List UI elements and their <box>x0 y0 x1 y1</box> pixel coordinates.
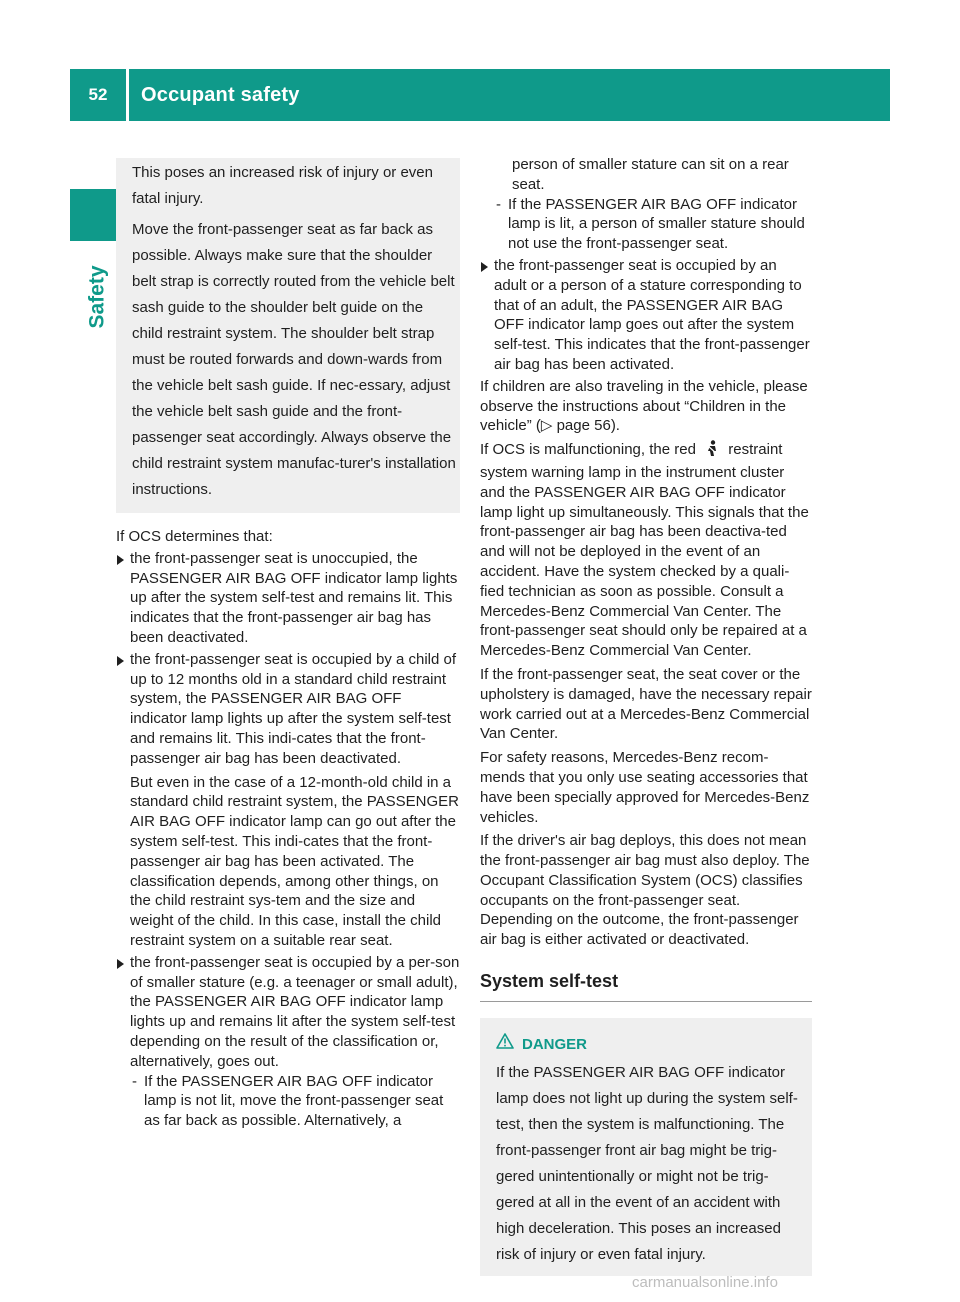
chapter-title: Occupant safety <box>141 83 300 106</box>
danger-title <box>496 1032 802 1058</box>
ocs-conditions-list <box>116 549 460 1131</box>
list-item-extra: But even in the case of a 12-month-old child in a standard child restraint system, the PASSENGER AIR BAG OFF indicator lamp can go out after the system self-test. This indi-cates that the front-passenger air bag has been activated. The classification depends, among other things, on the child restraint sys-tem and the size and weight of the child. In this case, install the child restraint system on a suitable rear seat. <box>130 773 460 949</box>
list-item-text: the front-passenger seat is occupied by a child of up to 12 months old in a standard child restraint system, the PASSENGER AIR BAG OFF indicator lamp lights up after the system self-test and remains lit. This indi-cates that the front-passenger air bag has been deactivated. <box>130 650 457 767</box>
note-paragraph: This poses an increased risk of injury or even fatal injury. <box>132 164 433 207</box>
danger-box <box>480 1018 812 1276</box>
sub-list <box>130 1072 460 1131</box>
page-ref-arrow-icon: ▷ <box>540 417 553 435</box>
list-item-text: the front-passenger seat is unoccupied, the PASSENGER AIR BAG OFF indicator lamp lights up after the system self-test and remains lit. This indicates that the front-passenger air bag has been deactivated. <box>130 549 458 646</box>
list-item <box>116 953 460 1131</box>
warning-triangle-icon <box>496 1032 514 1058</box>
left-column <box>116 158 460 1133</box>
danger-title-text: DANGER <box>522 1035 588 1053</box>
ocs-intro: If OCS determines that: <box>116 528 273 545</box>
list-item <box>480 256 812 375</box>
upholstery-paragraph: If the front-passenger seat, the seat cover or the upholstery is damaged, have the necessary repair work carried out at a Mercedes-Benz Commercial Van Center. <box>480 665 812 743</box>
section-label <box>78 252 118 342</box>
paragraph-text: If children are also traveling in the vehicle, please observe the instructions about “Children in the vehicle” ( <box>480 377 808 435</box>
watermark: carmanualsonline.info <box>632 1274 778 1291</box>
page-header <box>70 69 890 121</box>
paragraph-text: ). <box>610 417 620 435</box>
sub-list-item: - If the PASSENGER AIR BAG OFF indicator lamp is lit, a person of smaller stature should not use the front-passenger seat. <box>494 195 812 254</box>
paragraph-text: restraint system warning lamp in the instrument cluster and the PASSENGER AIR BAG OFF indicator lamp light up simultaneously. This signals that the front-passenger air bag has been deactiva-ted and will not be deployed in the event of an accident. Have the system checked by a quali-fied technician as soon as possible. Consult a Mercedes-Benz Commercial Van Center. The front-passenger seat should only be repaired at a Mercedes-Benz Commercial Van Center. <box>480 441 809 660</box>
section-label-text: Safety <box>86 265 109 329</box>
list-item <box>116 650 460 951</box>
sub-list-item-continuation: person of smaller stature can sit on a rear seat. <box>512 156 789 193</box>
header-divider <box>126 69 129 121</box>
section-heading: System self-test <box>480 972 812 1002</box>
right-column <box>480 155 812 1276</box>
malfunction-paragraph <box>480 440 812 661</box>
accessories-paragraph: For safety reasons, Mercedes-Benz recom-mends that you only use seating accessories that have been specially approved for Mercedes-Benz vehicles. <box>480 749 810 826</box>
note-paragraph: Move the front-passenger seat as far back as possible. Always make sure that the shoulder belt strap is correctly routed from the vehicle belt sash guide to the shoulder belt guide on the child restraint system. The shoulder belt strap must be routed forwards and down-wards from the vehicle belt sash guide. If nec-essary, adjust the vehicle belt sash guide and the front-passenger seat accordingly. Always observe the child restraint system manufac-turer's installation instructions. <box>132 221 456 498</box>
page-number: 52 <box>88 85 108 104</box>
sub-list <box>494 195 812 254</box>
page-reference-link[interactable]: page 56 <box>556 417 611 435</box>
list-item-text: the front-passenger seat is occupied by an adult or a person of a stature corresponding to that of an adult, the PASSENGER AIR BAG OFF indicator lamp goes out after the system self-test. This indicates that the front-passenger air bag has been activated. <box>494 256 810 373</box>
list-item-text: the front-passenger seat is occupied by a per-son of smaller stature (e.g. a teenager or small adult), the PASSENGER AIR BAG OFF indicator lamp lights up and remains lit after the system self-test depending on the result of the classification or, alternatively, goes out. <box>130 953 460 1070</box>
warning-continuation-box <box>116 158 460 513</box>
sub-list-item: - If the PASSENGER AIR BAG OFF indicator lamp is not lit, move the front-passenger seat as far back as possible. Alternatively, a <box>130 1072 460 1131</box>
list-item <box>116 549 460 648</box>
danger-text: If the PASSENGER AIR BAG OFF indicator lamp does not light up during the system self-test, then the system is malfunctioning. The front-passenger front air bag might be trig-gered unintentionally or might not be trig-gered at all in the event of an accident with high deceleration. This poses an increased risk of injury or even fatal injury. <box>496 1063 798 1263</box>
paragraph-text: If OCS is malfunctioning, the red <box>480 441 696 459</box>
seatbelt-warning-icon <box>704 440 720 463</box>
children-paragraph <box>480 377 812 436</box>
ocs-conditions-list-cont <box>480 256 812 375</box>
driver-airbag-paragraph: If the driver's air bag deploys, this does not mean the front-passenger air bag must also deploy. The Occupant Classification System (OCS) classifies occupants on the front-passenger seat. Depending on the outcome, the front-passenger air bag is either activated or deactivated. <box>480 832 810 949</box>
